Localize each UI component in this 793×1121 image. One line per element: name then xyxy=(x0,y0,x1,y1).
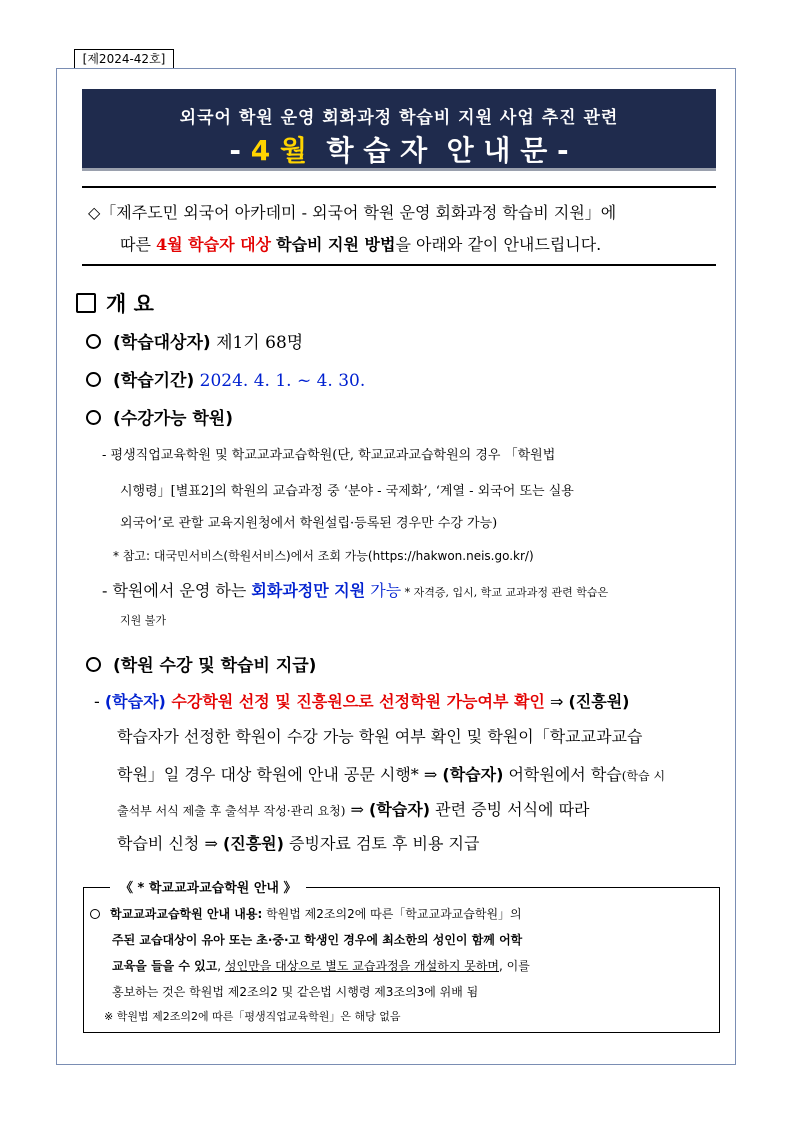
target-label: (학습대상자) xyxy=(113,333,211,353)
intro-line2 xyxy=(120,232,601,255)
section-heading-text: 개 요 xyxy=(106,292,154,316)
support-text: - 학원에서 운영 하는 xyxy=(102,581,252,600)
circle-bullet-icon xyxy=(90,909,100,919)
process-text: 어학원에서 학습 xyxy=(503,765,622,784)
academy-item xyxy=(86,404,233,429)
process-arrow: ⇒ xyxy=(345,800,370,819)
process-text: - xyxy=(94,692,105,711)
period-label: (학습기간) xyxy=(113,371,195,391)
bottom-rule xyxy=(82,264,716,266)
process-text: 증빙자료 검토 후 비용 지급 xyxy=(283,834,480,853)
document-number: [제2024-42호] xyxy=(74,49,174,69)
process-line2: 학습자가 선정한 학원이 수강 가능 학원 여부 확인 및 학원이「학교교과교습 xyxy=(117,727,643,746)
intro-line1: ◇「제주도민 외국어 아카데미 - 외국어 학원 운영 회화과정 학습비 지원」에 xyxy=(88,203,617,222)
title-prefix: - xyxy=(229,134,251,167)
process-line4 xyxy=(117,797,589,820)
target-item xyxy=(86,328,303,353)
support-small: * 자격증, 입시, 학교 교과과정 관련 학습은 xyxy=(401,586,609,599)
title-suffix: 학 습 자 안 내 문 - xyxy=(307,134,569,167)
process-text: 학습비 신청 ⇒ xyxy=(117,834,223,853)
process-line5 xyxy=(117,831,479,854)
process-label: (학원 수강 및 학습비 지급) xyxy=(113,656,317,676)
process-highlight: 수강학원 선정 및 진흥원으로 선정학원 가능여부 확인 xyxy=(165,692,545,711)
period-value: 2024. 4. 1. ~ 4. 30. xyxy=(199,371,366,391)
circle-bullet-icon xyxy=(86,657,101,672)
circle-bullet-icon xyxy=(86,410,101,425)
notice-line1 xyxy=(90,905,522,922)
process-text: 학원」일 경우 대상 학원에 안내 공문 시행* ⇒ xyxy=(117,765,443,784)
academy-line: - 평생직업교육학원 및 학교교과교습학원(단, 학교교과교습학원의 경우 「학원법 xyxy=(102,448,556,463)
academy-line: 시행령」[별표2]의 학원의 교습과정 중 ‘분야 - 국제화’, ‘계열 - 외국어 또는 실용 xyxy=(120,484,574,499)
academy-label: (수강가능 학원) xyxy=(113,409,233,429)
notice-text: 학원법 제2조의2에 따른「학교교과교습학원」의 xyxy=(262,907,522,921)
reference-note: * 참고: 대국민서비스(학원서비스)에서 조회 가능(https://hakwon.neis.go.kr/) xyxy=(113,549,534,563)
process-actor: (학습자) xyxy=(369,800,431,819)
support-highlight: 회화과정만 지원 xyxy=(251,581,366,600)
circle-bullet-icon xyxy=(86,334,101,349)
notice-bold: 교육을 들을 수 있고 xyxy=(112,959,218,973)
checkbox-square-icon xyxy=(76,293,96,313)
notice-line2: 주된 교습대상이 유아 또는 초·중·고 학생인 경우에 최소한의 성인이 함께 어학 xyxy=(112,933,523,947)
process-item xyxy=(86,651,316,676)
support-line xyxy=(102,578,608,601)
notice-line3 xyxy=(112,957,530,974)
title-banner xyxy=(82,89,716,171)
notice-line4: 홍보하는 것은 학원법 제2조의2 및 같은법 시행령 제3조의3에 위배 됨 xyxy=(112,985,479,999)
process-actor: (진흥원) xyxy=(568,692,630,711)
period-item xyxy=(86,366,365,391)
section-heading xyxy=(76,288,154,318)
notice-line5: ※ 학원법 제2조의2에 따른「평생직업교육학원」은 해당 없음 xyxy=(104,1010,401,1023)
circle-bullet-icon xyxy=(86,372,101,387)
process-arrow: ⇒ xyxy=(544,692,569,711)
title-line1: 외국어 학원 운영 회화과정 학습비 지원 사업 추진 관련 xyxy=(179,108,619,128)
notice-box-title: 《 * 학교교과교습학원 안내 》 xyxy=(110,877,306,896)
notice-text: , 이를 xyxy=(499,959,530,973)
title-line2 xyxy=(82,129,716,169)
process-small: (학습 시 xyxy=(621,769,666,783)
process-small: 출석부 서식 제출 후 출석부 작성·관리 요청) xyxy=(117,804,346,818)
process-actor: (학습자) xyxy=(104,692,166,711)
title-month: 4 월 xyxy=(250,134,307,167)
target-value: 제1기 68명 xyxy=(216,333,304,353)
support-small-line2: 지원 불가 xyxy=(120,614,167,627)
process-actor: (학습자) xyxy=(442,765,504,784)
intro-text: 을 아래와 같이 안내드립니다. xyxy=(395,235,602,254)
process-line3 xyxy=(117,762,665,785)
top-rule xyxy=(82,186,716,188)
support-text: 가능 xyxy=(365,581,402,600)
notice-bold: 학교교과교습학원 안내 내용: xyxy=(110,907,263,921)
intro-text: 따른 xyxy=(120,235,156,254)
intro-highlight: 4월 학습자 대상 xyxy=(156,235,272,254)
intro-bold: 학습비 지원 방법 xyxy=(276,235,396,254)
process-line1 xyxy=(94,689,629,712)
academy-line: 외국어’로 관할 교육지원청에서 학원설립·등록된 경우만 수강 가능) xyxy=(120,516,498,531)
notice-underlined: 성인만을 대상으로 별도 교습과정을 개설하지 못하며 xyxy=(224,959,500,973)
process-text: 관련 증빙 서식에 따라 xyxy=(430,800,590,819)
process-actor: (진흥원) xyxy=(222,834,284,853)
notice-text: , xyxy=(217,959,225,973)
